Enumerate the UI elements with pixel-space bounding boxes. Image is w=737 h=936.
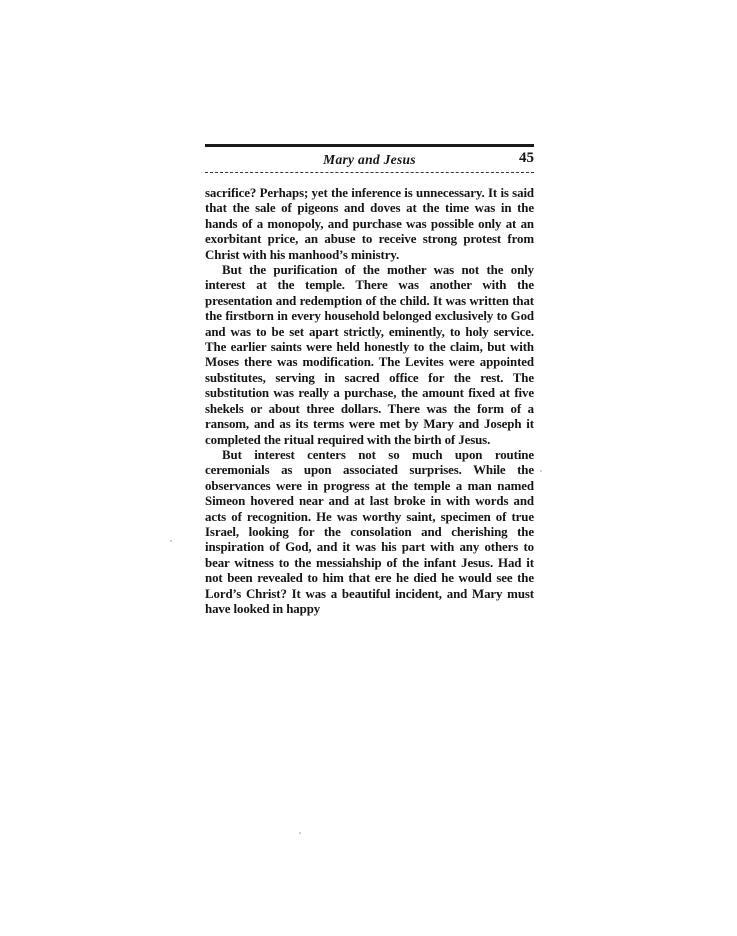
- page-number: 45: [519, 150, 534, 166]
- paragraph-presentation: But the purification of the mother was not the only interest at the temple. There was another with the presentation and redemption of the child. It was written that the firstborn in every household belonged exclusively to God and was to be set apart strictly, eminently, to holy service. The earlier saints were held honestly to the claim, but with Moses there was modification. The Levites were appointed substitutes, serving in sacred office for the rest. The substitution was really a purchase, the amount fixed at five shekels or about three dollars. There was the form of a ransom, and as its terms were met by Mary and Joseph it completed the ritual required with the birth of Jesus.: [205, 263, 534, 447]
- scan-speck: [170, 540, 172, 542]
- paragraph-simeon: But interest centers not so much upon routine ceremonials as upon associated surprises. While the observances were in progress at the temple a man named Simeon hovered near and at last broke in with words and acts of recognition. He was worthy saint, specimen of true Israel, looking for the consolation and cherishing the inspiration of God, and it was his part with any others to bear witness to the messiahship of the infant Jesus. Had it not been revealed to him that ere he died he would see the Lord’s Christ? It was a beautiful incident, and Mary must have looked in happy: [205, 447, 534, 616]
- scan-speck: [540, 470, 542, 472]
- header-row: [205, 147, 534, 172]
- page-header: [205, 144, 534, 173]
- header-bottom-rule: [205, 172, 534, 173]
- body-text: [205, 186, 534, 617]
- scan-speck: [299, 832, 301, 834]
- running-title: Mary and Jesus: [323, 152, 416, 167]
- paragraph-continued: sacrifice? Perhaps; yet the inference is unnecessary. It is said that the sale of pigeons and doves at the time was in the hands of a monopoly, and purchase was possible only at an exorbitant price, an abuse to receive strong protest from Christ with his manhood’s ministry.: [205, 186, 534, 262]
